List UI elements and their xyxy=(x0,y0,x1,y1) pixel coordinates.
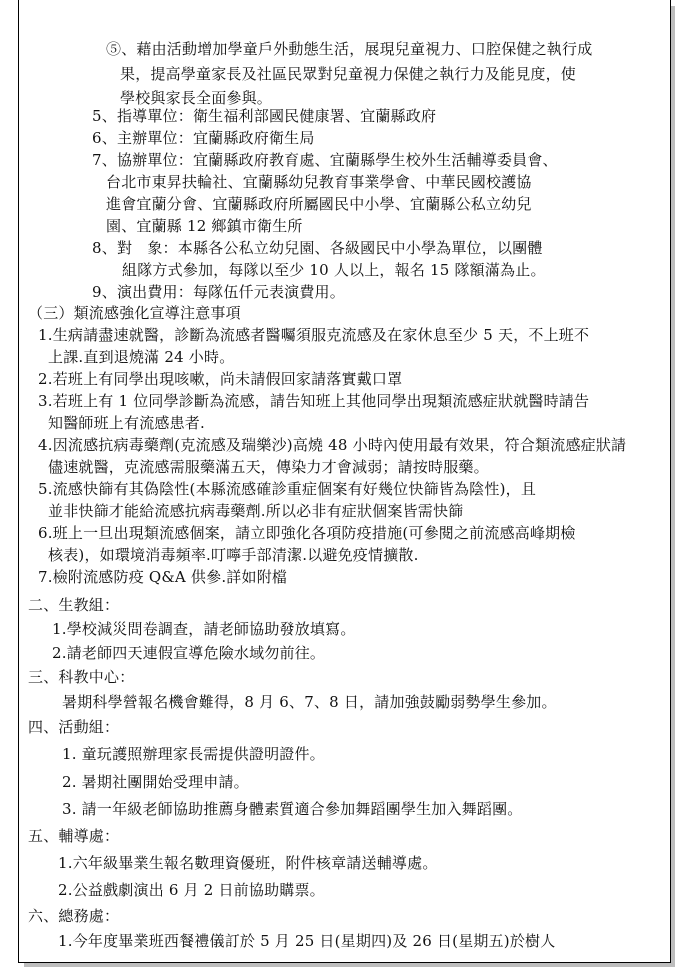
text-line: 5、指導單位：衛生福利部國民健康署、宜蘭縣政府 xyxy=(92,107,437,125)
text-line: 6.班上一旦出現類流感個案，請立即強化各項防疫措施(可參閱之前流感高峰期檢 xyxy=(38,524,576,542)
text-line: 7.檢附流感防疫 Q&A 供參.詳如附檔 xyxy=(38,568,288,586)
text-line: 2.請老師四天連假宣導危險水域勿前往。 xyxy=(52,644,326,662)
section-heading: 五、輔導處： xyxy=(28,827,120,845)
text-line: 知醫師班上有流感患者. xyxy=(48,414,205,432)
text-line: 1.生病請盡速就醫，診斷為流感者醫囑須服克流感及在家休息至少 5 天，不上班不 xyxy=(38,326,590,344)
text-line: 2.公益戲劇演出 6 月 2 日前協助購票。 xyxy=(58,881,325,899)
text-line: 上課.直到退燒滿 24 小時。 xyxy=(48,348,235,366)
text-line: 4.因流感抗病毒藥劑(克流感及瑞樂沙)高燒 48 小時內使用最有效果，符合類流感症狀請 xyxy=(38,436,627,454)
text-line: 7、協辦單位：宜蘭縣政府教育處、宜蘭縣學生校外生活輔導委員會、 xyxy=(92,151,558,169)
text-line: 並非快篩才能給流感抗病毒藥劑.所以必非有症狀個案皆需快篩 xyxy=(48,502,464,520)
text-line: 8、對 象：本縣各公私立幼兒園、各級國民中小學為單位，以團體 xyxy=(92,239,543,257)
text-line: 1. 童玩護照辦理家長需提供證明證件。 xyxy=(62,745,325,763)
text-line: 3.若班上有 1 位同學診斷為流感，請告知班上其他同學出現類流感症狀就醫時請告 xyxy=(38,392,590,410)
section-heading: 六、總務處： xyxy=(28,907,120,925)
text-line: 儘速就醫，克流感需服藥滿五天，傳染力才會減弱；請按時服藥。 xyxy=(48,458,489,476)
text-line: 1.學校減災問卷調查，請老師協助發放填寫。 xyxy=(52,620,356,638)
text-line: 核表)，如環境消毒頻率.叮嚀手部清潔.以避免疫情擴散. xyxy=(48,546,419,564)
text-line: 9、演出費用：每隊伍仟元表演費用。 xyxy=(92,283,345,301)
text-line: 果，提高學童家長及社區民眾對兒童視力保健之執行力及能見度，使 xyxy=(120,65,577,83)
text-line: 園、宜蘭縣 12 鄉鎮市衛生所 xyxy=(106,217,303,235)
text-line: 5.流感快篩有其偽陰性(本縣流感確診重症個案有好幾位快篩皆為陰性)，且 xyxy=(38,480,537,498)
text-line: 2.若班上有同學出現咳嗽，尚未請假回家請落實戴口罩 xyxy=(38,370,403,388)
text-line: 台北市東昇扶輪社、宜蘭縣幼兒教育事業學會、中華民國校護協 xyxy=(106,173,532,191)
page-shadow-bottom xyxy=(24,963,675,967)
section-heading: （三）類流感強化宣導注意事項 xyxy=(28,304,241,322)
text-line: 暑期科學營報名機會難得，8 月 6、7、8 日，請加強鼓勵弱勢學生參加。 xyxy=(62,693,557,711)
text-line: 進會宜蘭分會、宜蘭縣政府所屬國民中小學、宜蘭縣公私立幼兒 xyxy=(106,195,532,213)
text-line: 學校與家長全面參與。 xyxy=(120,89,273,107)
text-line: ⑤、藉由活動增加學童戶外動態生活，展現兒童視力、口腔保健之執行成 xyxy=(106,40,593,58)
page-shadow-right xyxy=(671,6,675,967)
section-heading: 三、科教中心： xyxy=(28,668,135,686)
text-line: 2. 暑期社團開始受理申請。 xyxy=(62,773,249,791)
text-line: 組隊方式參加，每隊以至少 10 人以上，報名 15 隊額滿為止。 xyxy=(122,261,546,279)
text-line: 1.今年度畢業班西餐禮儀訂於 5 月 25 日(星期四)及 26 日(星期五)於樹人 xyxy=(58,932,556,950)
text-line: 1.六年級畢業生報名數理資優班，附件核章請送輔導處。 xyxy=(58,854,438,872)
section-heading: 二、生教組： xyxy=(28,596,120,614)
section-heading: 四、活動組： xyxy=(28,718,120,736)
text-line: 6、主辦單位：宜蘭縣政府衛生局 xyxy=(92,129,315,147)
text-line: 3. 請一年級老師協助推薦身體素質適合參加舞蹈團學生加入舞蹈團。 xyxy=(62,800,523,818)
